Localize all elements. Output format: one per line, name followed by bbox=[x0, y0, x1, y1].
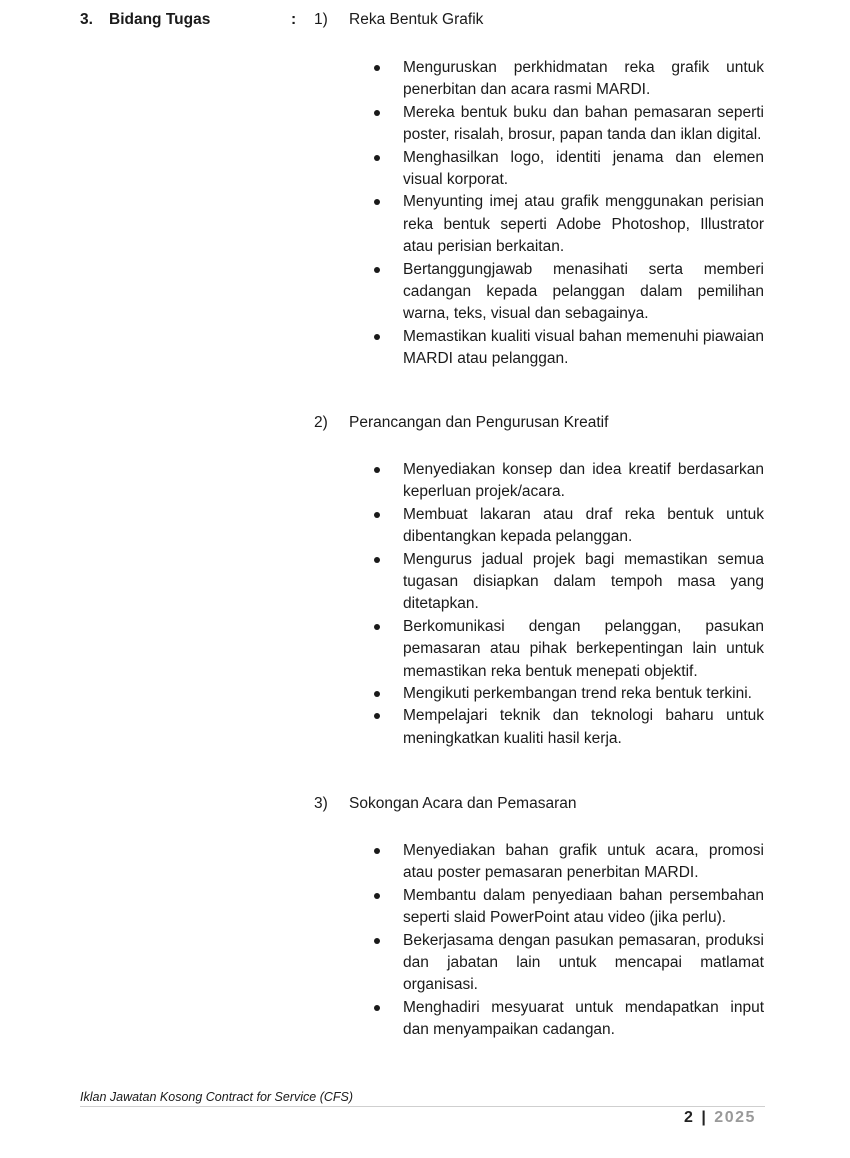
item-title: Reka Bentuk Grafik bbox=[349, 11, 484, 28]
list-item bbox=[374, 504, 764, 549]
page-year: 2025 bbox=[714, 1109, 756, 1126]
bullet-icon bbox=[374, 512, 380, 518]
page-separator: | bbox=[701, 1109, 708, 1126]
bullet-icon bbox=[374, 467, 380, 473]
item-number: 2) bbox=[314, 414, 328, 431]
bullet-icon bbox=[374, 110, 380, 116]
list-item bbox=[374, 57, 764, 102]
item-title: Perancangan dan Pengurusan Kreatif bbox=[349, 414, 609, 431]
section-colon: : bbox=[291, 11, 297, 28]
item-number: 3) bbox=[314, 795, 328, 812]
bullet-icon bbox=[374, 65, 380, 71]
list-item-text: Menyediakan konsep dan idea kreatif berdasarkan keperluan projek/acara. bbox=[403, 461, 764, 501]
footer-text: Iklan Jawatan Kosong Contract for Service (CFS) bbox=[80, 1090, 354, 1104]
list-item-text: Membantu dalam penyediaan bahan persembahan seperti slaid PowerPoint atau video (jika perlu). bbox=[403, 886, 764, 927]
list-item-text: Menghadiri mesyuarat untuk mendapatkan input dan menyampaikan cadangan. bbox=[403, 998, 764, 1039]
bullet-list bbox=[374, 57, 764, 371]
footer-divider bbox=[80, 1106, 765, 1107]
bullet-list bbox=[374, 840, 764, 1042]
bullet-icon bbox=[374, 557, 380, 563]
list-item bbox=[374, 930, 764, 997]
list-item-text: Bertanggungjawab menasihati serta memberi cadangan kepada pelanggan dalam pemilihan warna, teks, visual dan sebagainya. bbox=[403, 260, 764, 323]
bullet-icon bbox=[374, 893, 380, 899]
list-item-text: Menguruskan perkhidmatan reka grafik untuk penerbitan dan acara rasmi MARDI. bbox=[403, 59, 764, 99]
list-item bbox=[374, 616, 764, 683]
list-item bbox=[374, 885, 764, 930]
list-item bbox=[374, 840, 764, 885]
list-item bbox=[374, 683, 764, 705]
page-number: 2 bbox=[684, 1109, 695, 1126]
bullet-icon bbox=[374, 1005, 380, 1011]
list-item bbox=[374, 259, 764, 326]
bullet-icon bbox=[374, 691, 380, 697]
bullet-icon bbox=[374, 848, 380, 854]
list-item-text: Mereka bentuk buku dan bahan pemasaran seperti poster, risalah, brosur, papan tanda dan iklan digital. bbox=[403, 103, 764, 144]
item-number: 1) bbox=[314, 11, 328, 28]
bullet-icon bbox=[374, 713, 380, 719]
page-indicator bbox=[684, 1109, 756, 1127]
list-item bbox=[374, 997, 764, 1042]
bullet-icon bbox=[374, 267, 380, 273]
section-number: 3. bbox=[80, 11, 93, 28]
list-item-text: Menyunting imej atau grafik menggunakan perisian reka bentuk seperti Adobe Photoshop, Illustrator atau perisian berkaitan. bbox=[403, 193, 764, 256]
section-title: Bidang Tugas bbox=[109, 11, 211, 28]
list-item-text: Menyediakan bahan grafik untuk acara, promosi atau poster pemasaran penerbitan MARDI. bbox=[403, 842, 764, 882]
list-item bbox=[374, 549, 764, 616]
list-item bbox=[374, 191, 764, 258]
list-item-text: Bekerjasama dengan pasukan pemasaran, produksi dan jabatan lain untuk mencapai matlamat organisasi. bbox=[403, 931, 764, 994]
list-item-text: Memastikan kualiti visual bahan memenuhi piawaian MARDI atau pelanggan. bbox=[403, 327, 764, 368]
list-item-text: Mempelajari teknik dan teknologi baharu untuk meningkatkan kualiti hasil kerja. bbox=[403, 707, 764, 747]
bullet-icon bbox=[374, 155, 380, 161]
list-item-text: Membuat lakaran atau draf reka bentuk untuk dibentangkan kepada pelanggan. bbox=[403, 505, 764, 546]
bullet-icon bbox=[374, 334, 380, 340]
bullet-icon bbox=[374, 624, 380, 630]
bullet-icon bbox=[374, 199, 380, 205]
item-title: Sokongan Acara dan Pemasaran bbox=[349, 795, 577, 812]
list-item-text: Berkomunikasi dengan pelanggan, pasukan pemasaran atau pihak berkepentingan lain untuk memastikan reka bentuk menepati objektif. bbox=[403, 617, 764, 680]
bullet-list bbox=[374, 459, 764, 750]
bullet-icon bbox=[374, 938, 380, 944]
list-item bbox=[374, 326, 764, 371]
list-item-text: Mengikuti perkembangan trend reka bentuk terkini. bbox=[403, 685, 752, 703]
list-item bbox=[374, 147, 764, 192]
list-item-text: Mengurus jadual projek bagi memastikan semua tugasan disiapkan dalam tempoh masa yang ditetapkan. bbox=[403, 550, 764, 613]
list-item-text: Menghasilkan logo, identiti jenama dan elemen visual korporat. bbox=[403, 148, 764, 189]
list-item bbox=[374, 459, 764, 504]
list-item bbox=[374, 705, 764, 750]
list-item bbox=[374, 102, 764, 147]
